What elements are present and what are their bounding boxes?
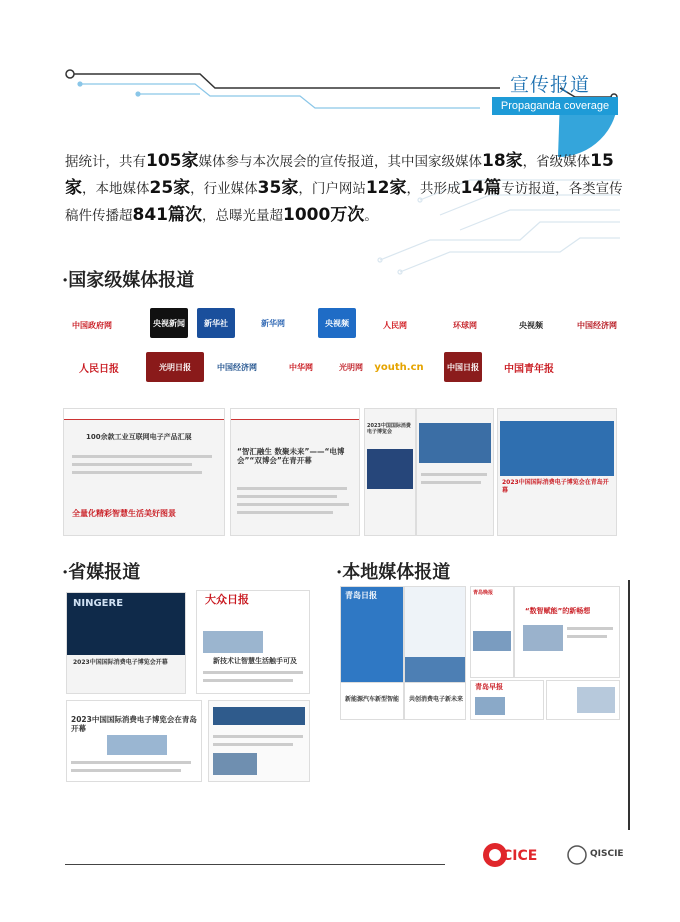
local-screenshot-6: “数智赋能”的新畅想 [514, 586, 620, 678]
page-subtitle: Propaganda coverage [492, 97, 618, 115]
qiscie-mark-icon [566, 844, 588, 866]
logo-ce-cn-2: 中国经济网 [217, 362, 257, 372]
provincial-screenshot-1: NINGERE 2023中国国际消费电子博览会开幕 [66, 592, 186, 694]
logo-xinhuanet: 新华网 [261, 318, 285, 328]
national-screenshot-1: 100余款工业互联网电子产品汇展 全量化精彩智慧生活美好图景 [63, 408, 225, 536]
local-screenshot-8 [546, 680, 620, 720]
qiscie-logo: QISCIE [566, 844, 636, 868]
section-heading-national: ·国家级媒体报道 [62, 270, 195, 291]
provincial-screenshot-3: 2023中国国际消费电子博览会在青岛开幕 [66, 700, 202, 782]
local-screenshot-3: 新能源汽车新型智能 [340, 682, 404, 720]
local-screenshot-5: 青岛晚报 [470, 586, 514, 678]
provincial-screenshot-4 [208, 700, 310, 782]
provincial-screenshot-2: 大众日报 新技术让智慧生活触手可及 [196, 590, 310, 694]
footer-rule [65, 864, 445, 865]
logo-cctv-news: 央视新闻 [150, 308, 188, 338]
section-heading-local: ·本地媒体报道 [336, 562, 451, 583]
logo-gmw: 光明网 [339, 362, 363, 372]
logo-youth-cn: youth.cn [374, 361, 424, 373]
logo-cctv-video: 央视频 [519, 320, 543, 330]
logo-huanqiu: 环球网 [453, 320, 477, 330]
logo-ce-cn: 中国经济网 [577, 320, 617, 330]
national-screenshot-3: 2023中国国际消费电子博览会 [364, 408, 416, 536]
logo-china-youth-daily: 中国青年报 [504, 363, 554, 375]
logo-people-daily: 人民日报 [79, 363, 119, 375]
logo-china-com: 中华网 [289, 362, 313, 372]
logo-people-cn: 人民网 [383, 320, 407, 330]
logo-xinhua: 新华社 [197, 308, 235, 338]
national-screenshot-5: 2023中国国际消费电子博览会在青岛开幕 [497, 408, 617, 536]
intro-paragraph: 据统计，共有105家媒体参与本次展会的宣传报道，其中国家级媒体18家，省级媒体15家，本地媒体25家，行业媒体35家，门户网站12家，共形成14篇专访报道，各类宣传稿件传播超841篇次，总曝光量超1000万次。 [65, 151, 623, 225]
logo-china-daily: 中国日报 [444, 352, 482, 382]
national-screenshot-4 [416, 408, 494, 536]
national-screenshot-2: “智汇融生 数聚未来”——“电博会”“双博会”在青开幕 [230, 408, 360, 536]
page-title: 宣传报道 [510, 74, 591, 96]
logo-app: 央视频 [318, 308, 356, 338]
section-heading-provincial: ·省媒报道 [62, 562, 141, 583]
cice-logo: CICE [480, 840, 560, 870]
logo-gov-cn: 中国政府网 [72, 320, 112, 330]
logo-guangming-daily: 光明日报 [146, 352, 204, 382]
local-screenshot-4: 共创消费电子新未来 [404, 682, 466, 720]
local-screenshot-1: 青岛日报 [340, 586, 404, 712]
vertical-divider [628, 580, 630, 830]
local-screenshot-7: 青岛早报 [470, 680, 544, 720]
